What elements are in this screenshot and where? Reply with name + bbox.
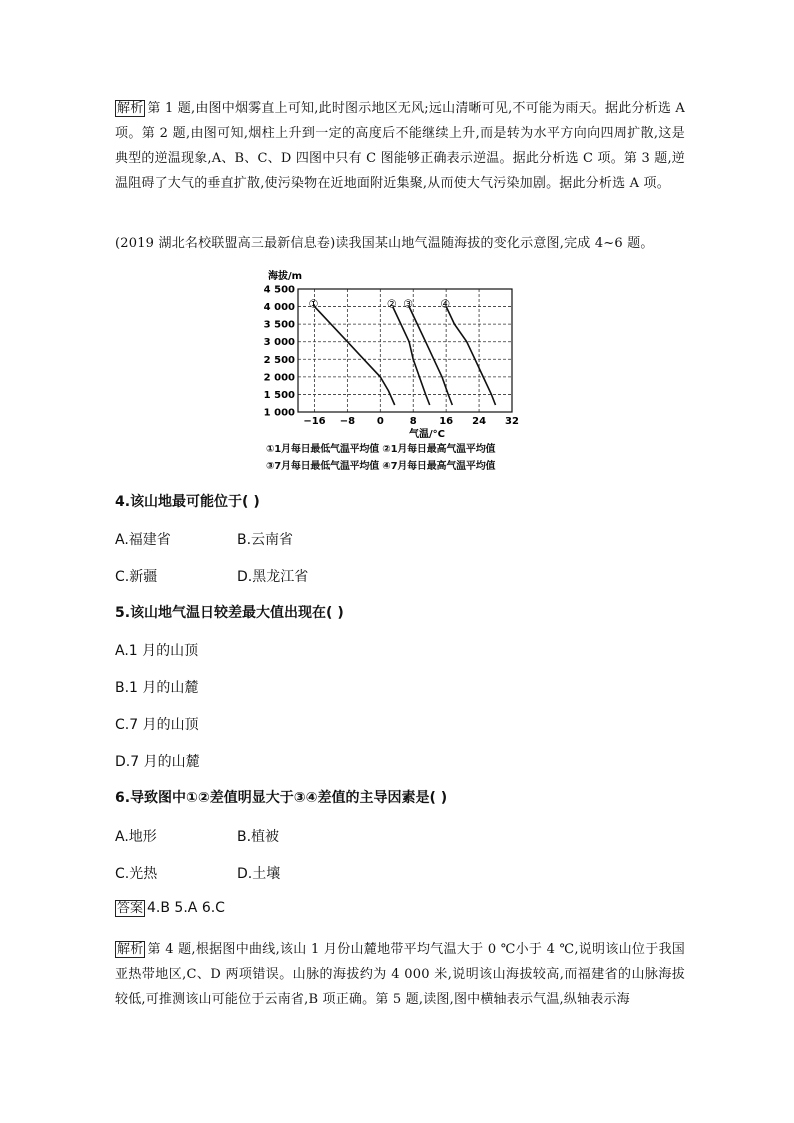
q5-option-d: D.7 月的山麓 [115,754,200,770]
x-tick-label: 16 [439,416,454,427]
question-6 [115,788,685,808]
q4-option-a: A.福建省 [115,532,171,548]
x-axis-title: 气温/°C [409,429,445,440]
series-marker-3: ③ [403,297,414,311]
question-intro: (2019 湖北名校联盟高三最新信息卷)读我国某山地气温随海拔的变化示意图,完成 4~6 题。 [115,236,654,251]
analysis-text-1: 第 1 题,由图中烟雾直上可知,此时图示地区无风;远山清晰可见,不可能为雨天。据此分析选 A 项。第 2 题,由图可知,烟柱上升到一定的高度后不能继续上升,而是转为水平方向向四周扩散,这是典型的逆温现象,A、B、C、D 四图中只有 C 图能够正确表示逆温。据此分析选 C 项。第 3 题,逆温阻碍了大气的垂直扩散,使污染物在近地面附近集聚,从而使大气污染加剧。据此分析选 A 项。 [115,101,685,191]
analysis-paragraph-2 [115,937,685,1012]
question-6-number: 6. [115,790,131,806]
chart-legend-line-2: ③7月每日最低气温平均值 ④7月每日最高气温平均值 [266,461,496,472]
question-5 [115,603,685,623]
analysis-paragraph-1 [115,96,685,196]
question-5-number: 5. [115,605,131,621]
y-tick-label: 4 000 [264,302,295,314]
y-tick-label: 4 500 [264,284,295,296]
q4-option-b: B.云南省 [237,532,294,548]
altitude-temperature-chart [264,267,534,447]
question-4-number: 4. [115,494,131,510]
answer-line [115,900,685,917]
analysis-tag: 解析 [117,101,144,116]
analysis-tag-2: 解析 [117,942,144,957]
y-axis-title: 海拔/m [268,271,303,282]
y-tick-label: 1 500 [264,389,295,401]
x-tick-label: 0 [376,416,384,427]
x-tick-label: 8 [409,416,417,427]
q4-option-c: C.新疆 [115,569,158,585]
question-4 [115,492,685,512]
y-tick-label: 2 500 [264,354,295,366]
analysis-text-2: 第 4 题,根据图中曲线,该山 1 月份山麓地带平均气温大于 0 ℃小于 4 ℃,说明该山位于我国亚热带地区,C、D 两项错误。山脉的海拔约为 4 000 米,说明该山海拔较高,而福建省的山脉海拔较低,可推测该山可能位于云南省,B 项正确。第 5 题,读图,图中横轴表示气温,纵轴表示海 [115,942,685,1007]
question-6-stem: 导致图中①②差值明显大于③④差值的主导因素是( ) [130,790,448,806]
series-line-2 [393,307,430,405]
q6-option-a: A.地形 [115,829,157,845]
q5-option-b: B.1 月的山麓 [115,680,199,696]
q6-option-b: B.植被 [237,829,280,845]
series-marker-2: ② [386,297,397,311]
x-tick-label: −16 [303,416,326,427]
y-tick-label: 3 000 [264,337,295,349]
x-tick-label: −8 [339,416,356,427]
series-line-1 [315,307,395,405]
x-tick-label: 24 [472,416,487,427]
answer-tag: 答案 [117,901,144,916]
series-marker-4: ④ [440,297,451,311]
chart-legend-line-1: ①1月每日最低气温平均值 ②1月每日最高气温平均值 [266,444,496,455]
series-line-4 [446,307,495,405]
y-tick-label: 2 000 [264,372,295,384]
question-5-stem: 该山地气温日较差最大值出现在( ) [130,605,344,621]
question-4-stem: 该山地最可能位于( ) [130,494,260,510]
q6-option-c: C.光热 [115,866,158,882]
x-tick-label: 32 [505,416,519,427]
q4-option-d: D.黑龙江省 [237,569,309,585]
y-tick-label: 1 000 [264,407,295,419]
q6-option-d: D.土壤 [237,866,281,882]
q5-option-c: C.7 月的山顶 [115,717,199,733]
y-tick-label: 3 500 [264,319,295,331]
q5-option-a: A.1 月的山顶 [115,643,199,659]
series-marker-1: ① [308,297,319,311]
answer-text: 4.B 5.A 6.C [147,900,225,916]
